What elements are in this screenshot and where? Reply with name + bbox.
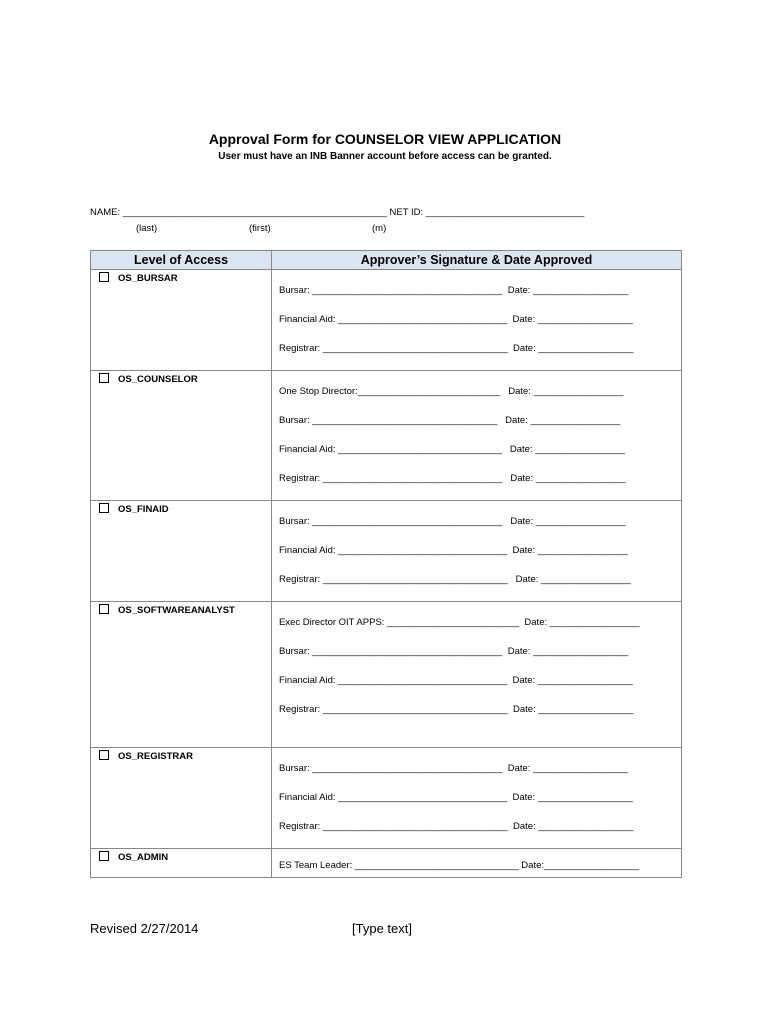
- signature-line[interactable]: Registrar: ___________________________________ Date: __________________: [279, 704, 634, 715]
- signature-cell: [272, 849, 682, 878]
- header-level-of-access: Level of Access: [91, 251, 272, 270]
- table-row: [91, 849, 682, 878]
- checkbox-os-counselor[interactable]: [99, 373, 109, 383]
- table-row: [91, 270, 682, 371]
- level-label: OS_COUNSELOR: [118, 374, 198, 385]
- level-cell: [91, 371, 272, 501]
- signature-line[interactable]: Financial Aid: ________________________________ Date: __________________: [279, 314, 633, 325]
- signature-line[interactable]: Exec Director OIT APPS: _________________________ Date: _________________: [279, 617, 640, 628]
- level-cell: [91, 748, 272, 849]
- checkbox-os-softwareanalyst[interactable]: [99, 604, 109, 614]
- signature-line[interactable]: ES Team Leader: _______________________________ Date:__________________: [279, 860, 640, 871]
- level-label: OS_REGISTRAR: [118, 751, 193, 762]
- level-cell: [91, 602, 272, 748]
- form-title: Approval Form for COUNSELOR VIEW APPLICATION: [208, 131, 562, 147]
- level-label: OS_SOFTWAREANALYST: [118, 605, 235, 616]
- level-cell: [91, 270, 272, 371]
- signature-line[interactable]: Bursar: ____________________________________ Date: __________________: [279, 763, 629, 774]
- checkbox-os-finaid[interactable]: [99, 503, 109, 513]
- signature-line[interactable]: Financial Aid: ________________________________ Date: __________________: [279, 675, 633, 686]
- signature-cell: [272, 371, 682, 501]
- signature-line[interactable]: Registrar: ___________________________________ Date: __________________: [279, 821, 634, 832]
- table-row: [91, 602, 682, 748]
- checkbox-os-registrar[interactable]: [99, 750, 109, 760]
- form-subtitle: User must have an INB Banner account before access can be granted.: [218, 151, 552, 162]
- table-row: [91, 501, 682, 602]
- signature-line[interactable]: Bursar: ____________________________________ Date: __________________: [279, 646, 629, 657]
- signature-cell: [272, 748, 682, 849]
- level-cell: [91, 501, 272, 602]
- table-row: [91, 748, 682, 849]
- footer-placeholder-text: [Type text]: [352, 921, 412, 936]
- access-table: [90, 250, 682, 878]
- signature-line[interactable]: One Stop Director:___________________________ Date: _________________: [279, 386, 624, 397]
- name-hint-first: (first): [249, 223, 271, 234]
- checkbox-os-bursar[interactable]: [99, 272, 109, 282]
- signature-line[interactable]: Financial Aid: _______________________________ Date: _________________: [279, 444, 626, 455]
- signature-line[interactable]: Bursar: ___________________________________ Date: _________________: [279, 415, 621, 426]
- header-approver-signature: Approver’s Signature & Date Approved: [272, 251, 682, 270]
- table-header-row: [91, 251, 682, 270]
- table-row: [91, 371, 682, 501]
- level-label: OS_BURSAR: [118, 273, 178, 284]
- signature-cell: [272, 270, 682, 371]
- revised-date: Revised 2/27/2014: [90, 921, 199, 936]
- signature-line[interactable]: Registrar: ___________________________________ Date: __________________: [279, 343, 634, 354]
- checkbox-os-admin[interactable]: [99, 851, 109, 861]
- signature-line[interactable]: Registrar: __________________________________ Date: _________________: [279, 473, 626, 484]
- level-cell: [91, 849, 272, 878]
- signature-cell: [272, 602, 682, 748]
- name-hint-middle: (m): [372, 223, 387, 234]
- signature-line[interactable]: Bursar: ____________________________________ Date: _________________: [279, 516, 626, 527]
- signature-line[interactable]: Bursar: ____________________________________ Date: __________________: [279, 285, 629, 296]
- level-label: OS_ADMIN: [118, 852, 169, 863]
- name-hint-last: (last): [136, 223, 158, 234]
- name-netid-line: NAME: __________________________________________________ NET ID: ______________________________: [90, 207, 585, 218]
- signature-cell: [272, 501, 682, 602]
- signature-line[interactable]: Financial Aid: ________________________________ Date: _________________: [279, 545, 628, 556]
- level-label: OS_FINAID: [118, 504, 169, 515]
- signature-line[interactable]: Registrar: ___________________________________ Date: _________________: [279, 574, 631, 585]
- signature-line[interactable]: Financial Aid: ________________________________ Date: __________________: [279, 792, 633, 803]
